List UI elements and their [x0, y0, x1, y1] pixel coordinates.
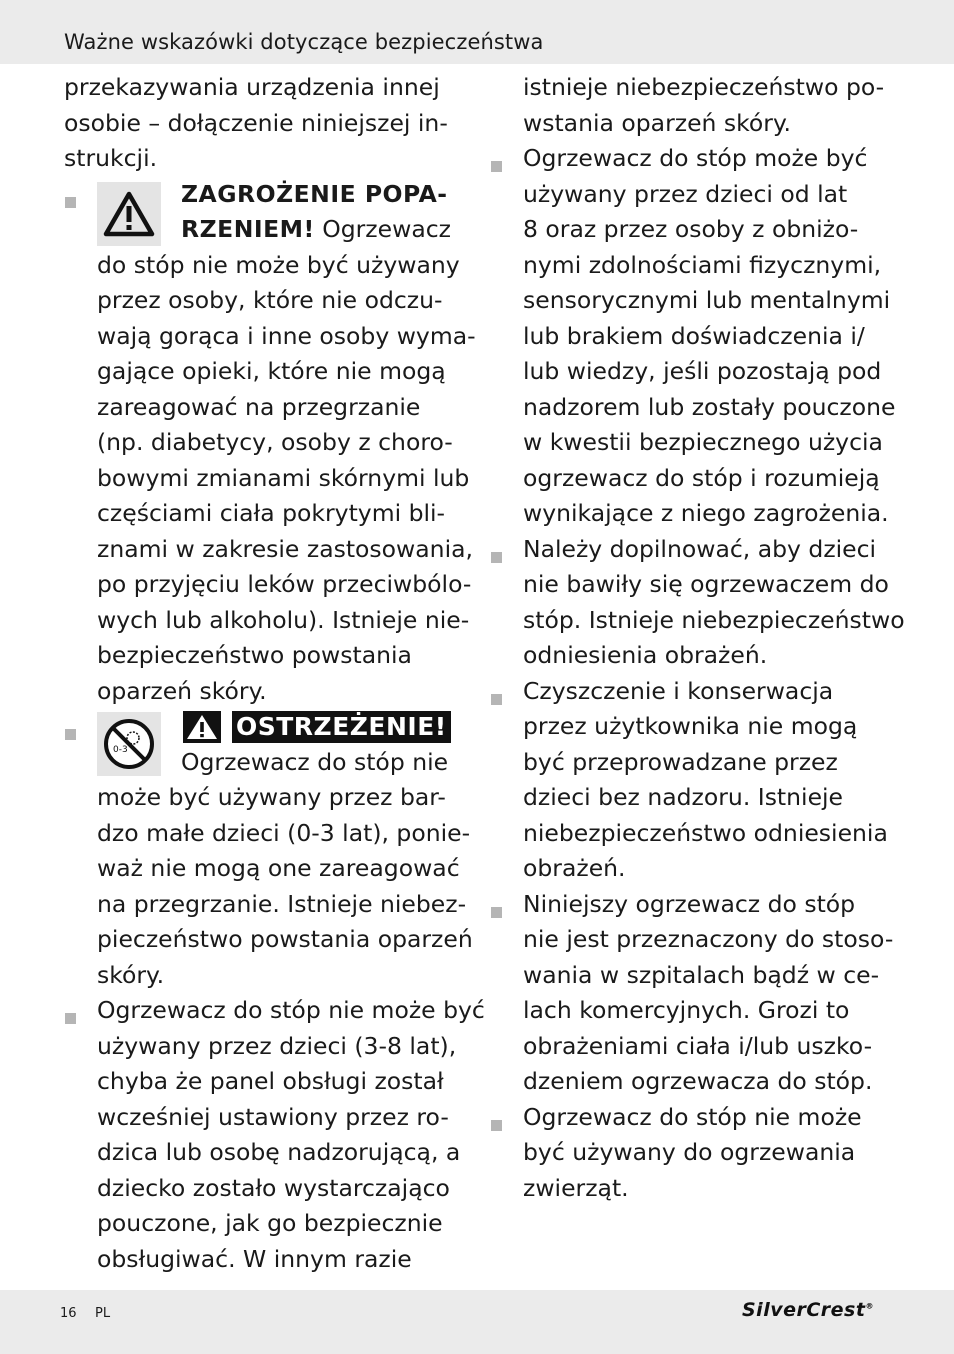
text-line: obrażeniami ciała i/lub uszko-: [523, 1031, 873, 1060]
text-line: w kwestii bezpiecznego użycia: [523, 428, 883, 456]
text-line: obrażeń.: [523, 854, 626, 882]
children-play-item: [490, 532, 905, 674]
text-line: oparzeń skóry.: [97, 676, 267, 705]
text-line: lub brakiem doświadczenia i/: [523, 321, 865, 350]
text-line: pieczeństwo powstania oparzeń: [97, 925, 473, 953]
text-line: używany przez dzieci (3-8 lat),: [97, 1031, 457, 1060]
text-line: częściami ciała pokrytymi bli-: [97, 499, 446, 527]
text-line: może być używany przez bar-: [97, 783, 446, 811]
text-line: zwierząt.: [523, 1173, 629, 1202]
continuation-paragraph: [490, 70, 900, 141]
text-line: 8 oraz przez osoby z obniżo-: [523, 215, 859, 243]
text-line: dzieci bez nadzoru. Istnieje: [523, 783, 844, 811]
text-line: chyba że panel obsługi został: [97, 1067, 444, 1095]
text-line: Ogrzewacz do stóp nie: [181, 747, 449, 776]
text-line: być przeprowadzane przez: [523, 747, 838, 776]
text-line: wania w szpitalach bądź w ce-: [523, 960, 880, 989]
danger-heading-line: [181, 212, 451, 248]
text-line: nymi zdolnościami fizycznymi,: [523, 250, 882, 279]
section-title: Ważne wskazówki dotyczące bezpieczeństwa: [64, 30, 544, 54]
text-fragment: Ogrzewacz: [314, 215, 451, 243]
bullet-square: [491, 161, 502, 172]
text-line: pouczone, jak go bezpiecznie: [97, 1209, 443, 1237]
warning-children-item: [64, 709, 474, 993]
text-line: nie jest przeznaczony do stoso-: [523, 925, 894, 953]
danger-heading-line: ZAGROŻENIE POPA-: [181, 179, 448, 208]
text-line: przekazywania urządzenia innej: [64, 73, 440, 101]
text-line: lach komercyjnych. Grozi to: [523, 996, 850, 1024]
text-line: przez użytkownika nie mogą: [523, 712, 858, 740]
text-line: odniesienia obrażeń.: [523, 641, 768, 669]
intro-paragraph: [64, 70, 474, 177]
text-line: dzo małe dzieci (0-3 lat), ponie-: [97, 818, 471, 847]
text-line: strukcji.: [64, 144, 158, 172]
text-line: wcześniej ustawiony przez ro-: [97, 1102, 449, 1131]
warning-heading-row: [97, 709, 474, 755]
warning-triangle-icon: [97, 182, 161, 246]
bullet-square: [65, 1013, 76, 1024]
text-line: waż nie mogą one zareagować: [97, 854, 460, 882]
text-line: nie bawiły się ogrzewaczem do: [523, 570, 889, 598]
bullet-square: [491, 1120, 502, 1131]
text-line: Niniejszy ogrzewacz do stóp: [523, 889, 856, 918]
right-column: [490, 70, 905, 1206]
text-line: wych lub alkoholu). Istnieje nie-: [97, 605, 470, 634]
text-line: Ogrzewacz do stóp nie może: [523, 1102, 862, 1131]
text-line: na przegrzanie. Istnieje niebez-: [97, 889, 467, 918]
text-line: osobie – dołączenie niniejszej in-: [64, 108, 448, 137]
text-line: Ogrzewacz do stóp nie może być: [97, 996, 485, 1024]
text-line: niebezpieczeństwo odniesienia: [523, 818, 888, 847]
children-3-8-item: [64, 993, 485, 1277]
text-line: dzeniem ogrzewacza do stóp.: [523, 1067, 873, 1095]
no-children-0-3-icon: [97, 712, 161, 776]
page-header: [0, 0, 954, 64]
danger-burn-item: [64, 177, 474, 710]
page-number: 16: [60, 1306, 77, 1321]
brand-logo: [742, 1299, 874, 1321]
text-line: sensorycznymi lub mentalnymi: [523, 286, 891, 314]
text-line: stóp. Istnieje niebezpieczeństwo: [523, 605, 905, 634]
warning-triangle-icon: [183, 711, 221, 743]
text-line: przez osoby, które nie odczu-: [97, 286, 443, 314]
age-label: 0-3: [113, 745, 128, 755]
text-line: istnieje niebezpieczeństwo po-: [523, 73, 885, 101]
animals-item: [490, 1100, 900, 1207]
text-line: gające opieki, które nie mogą: [97, 357, 446, 385]
bullet-square: [65, 729, 76, 740]
bullet-square: [491, 552, 502, 563]
text-line: (np. diabetycy, osoby z choro-: [97, 428, 453, 456]
text-line: Czyszczenie i konserwacja: [523, 676, 834, 705]
text-line: bowymi zmianami skórnymi lub: [97, 463, 470, 492]
text-line: wają gorąca i inne osoby wyma-: [97, 321, 476, 350]
text-line: obsługiwać. W innym razie: [97, 1244, 412, 1273]
bullet-square: [65, 197, 76, 208]
brand-name: SilverCrest: [742, 1299, 866, 1321]
text-line: wynikające z niego zagrożenia.: [523, 499, 889, 527]
text-line: ogrzewacz do stóp i rozumieją: [523, 463, 880, 492]
text-line: wstania oparzeń skóry.: [523, 108, 791, 137]
text-line: Ogrzewacz do stóp może być: [523, 144, 868, 172]
text-line: być używany do ogrzewania: [523, 1138, 856, 1166]
cleaning-item: [490, 674, 900, 887]
text-line: skóry.: [97, 960, 165, 989]
bullet-square: [491, 694, 502, 705]
registered-mark: ®: [865, 1301, 874, 1311]
text-line: dzica lub osobę nadzorującą, a: [97, 1138, 461, 1166]
text-line: Należy dopilnować, aby dzieci: [523, 534, 877, 563]
text-line: do stóp nie może być używany: [97, 250, 460, 279]
language-code: PL: [95, 1306, 111, 1321]
bullet-square: [491, 907, 502, 918]
text-line: zareagować na przegrzanie: [97, 392, 421, 421]
text-line: lub wiedzy, jeśli pozostają pod: [523, 357, 882, 385]
text-line: używany przez dzieci od lat: [523, 179, 848, 208]
text-line: dziecko zostało wystarczająco: [97, 1173, 450, 1202]
text-line: nadzorem lub zostały pouczone: [523, 392, 896, 421]
hospital-use-item: [490, 887, 900, 1100]
text-line: znami w zakresie zastosowania,: [97, 534, 473, 563]
text-line: bezpieczeństwo powstania: [97, 641, 412, 669]
children-8-plus-item: [490, 141, 900, 532]
left-column: [64, 70, 485, 1277]
warning-label: OSTRZEŻENIE!: [232, 711, 451, 743]
danger-heading-text: RZENIEM!: [181, 215, 315, 243]
text-line: po przyjęciu leków przeciwbólo-: [97, 570, 472, 598]
